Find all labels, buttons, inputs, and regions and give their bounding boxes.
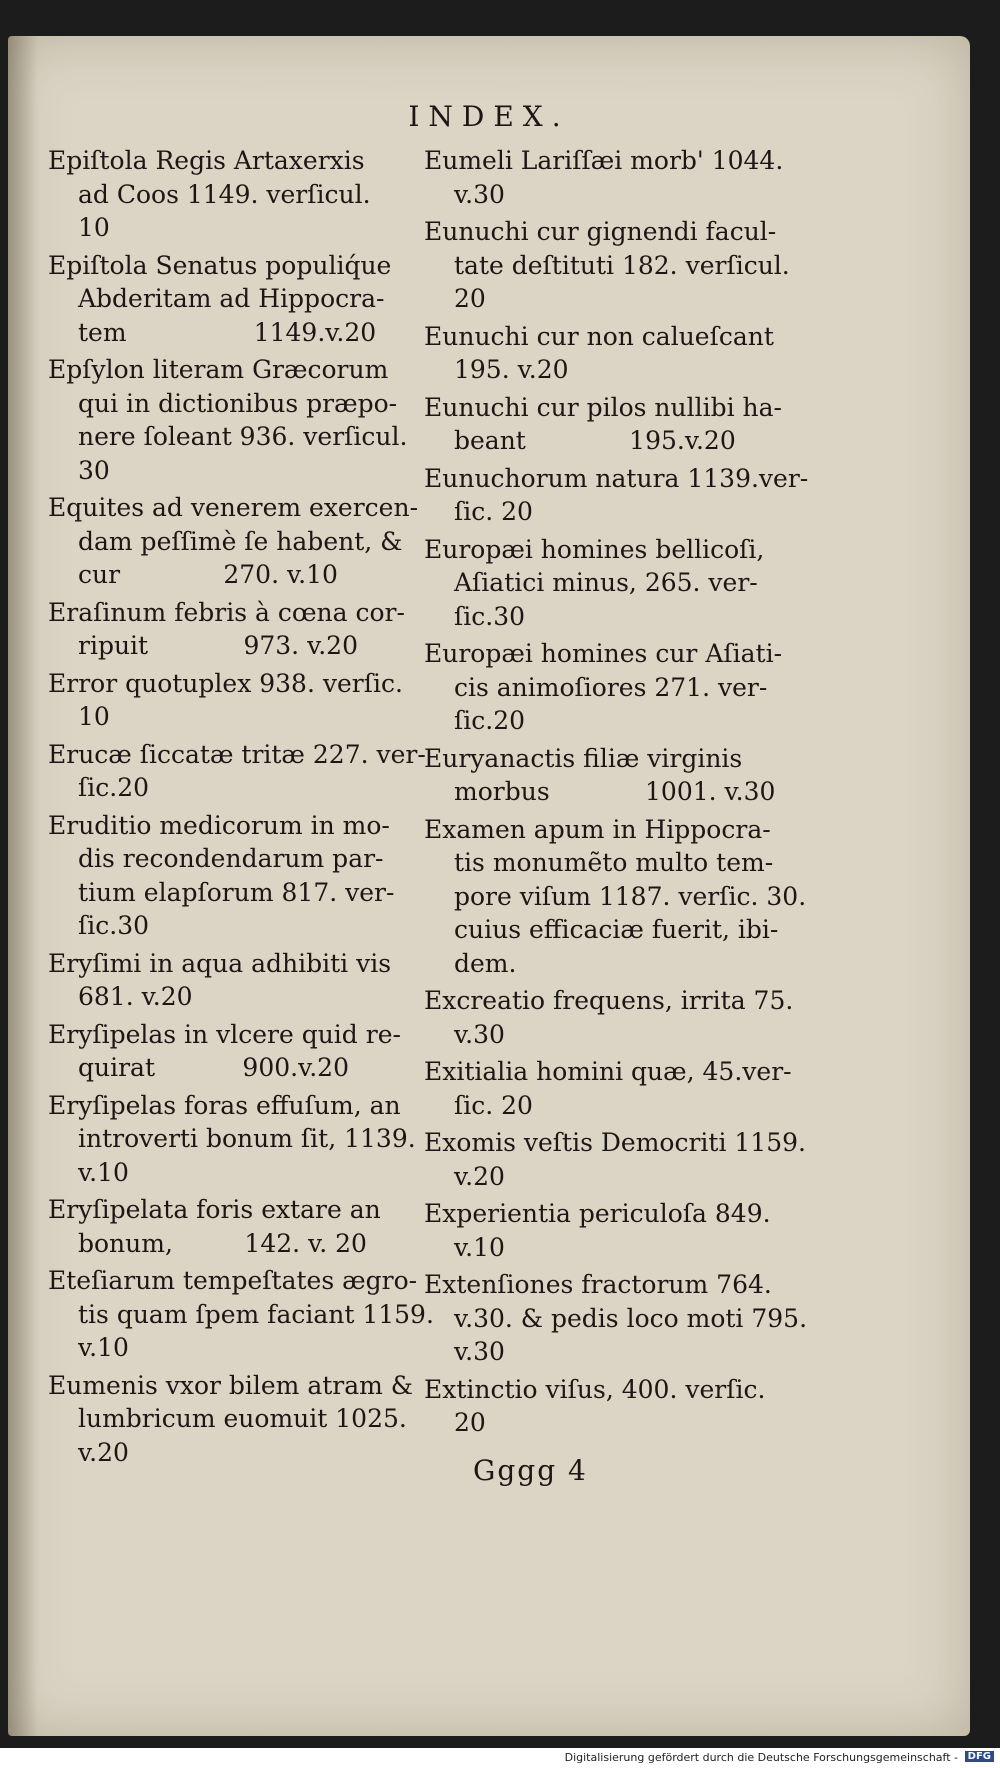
- index-entry-continuation-line: v.10: [454, 1232, 505, 1262]
- index-entry: [48, 491, 419, 592]
- index-entry: [48, 596, 404, 663]
- index-entry-continuation-line: dis recondendarum par-: [78, 844, 384, 873]
- index-entry-continuation-line: introverti bonum ſit, 1139.: [78, 1124, 416, 1153]
- index-entry-headword-line: Eunuchi cur non caluеſcant: [424, 321, 774, 351]
- index-entry-continuation-line: ſic.20: [78, 773, 150, 802]
- index-entry-headword-line: Eunuchi cur gignendi facul-: [424, 217, 777, 246]
- index-entry: [48, 947, 404, 1014]
- index-entry-headword-line: Europæi homines cur Aſiati-: [424, 639, 783, 668]
- index-entry-headword-line: Epſylon literam Græcorum: [48, 355, 389, 384]
- index-entry: [424, 1126, 806, 1193]
- index-entry-headword-line: Eteſiarum tempeſtates ægro-: [48, 1266, 418, 1295]
- index-entry-continuation-line: tis quam ſpem faciant 1159.: [78, 1299, 434, 1329]
- index-entry-continuation-line: 195. v.20: [454, 355, 569, 384]
- index-entry: [424, 1373, 788, 1440]
- index-entry-continuation-line: ſic.30: [78, 911, 150, 940]
- index-entry-headword-line: Extenſiones fractorum 764.: [424, 1270, 772, 1299]
- index-entry: [424, 637, 788, 738]
- digitization-footer: [0, 1748, 1000, 1768]
- index-entry: [48, 1018, 404, 1085]
- index-entry: [48, 1193, 404, 1260]
- index-entry-headword-line: Eryſipelas in vlcere quid re-: [48, 1019, 401, 1049]
- index-entry-continuation-line: dem.: [454, 948, 517, 978]
- index-entry-continuation-line: ſic. 20: [454, 497, 533, 526]
- index-entry-headword-line: Examen apum in Hippocra-: [424, 814, 771, 844]
- index-entry-headword-line: Eunuchorum natura 1139.ver-: [424, 463, 809, 493]
- index-entry-continuation-line: nere ſoleant 936. verſicul.: [78, 422, 408, 451]
- dfg-logo: DFG: [965, 1751, 994, 1762]
- index-entry: [48, 1264, 434, 1365]
- index-entry-headword-line: Excreatio frequens, irrita 75.: [424, 986, 794, 1015]
- footer-credit: Digitalisierung gefördert durch die Deutsche Forschungsgemeinschaft -: [564, 1751, 958, 1764]
- index-entry-headword-line: Europæi homines bellicoſi,: [424, 534, 765, 564]
- index-column-left: [48, 144, 434, 1473]
- index-entry: [424, 742, 788, 809]
- index-entry: [48, 1369, 414, 1470]
- index-entry-continuation-line: Abderitam ad Hippocra-: [78, 284, 385, 313]
- index-entry-continuation-line: v.30: [454, 1019, 505, 1049]
- index-entry-continuation-line: v.10: [78, 1333, 129, 1362]
- index-entry: [424, 391, 788, 458]
- index-entry: [424, 215, 788, 316]
- page-header: INDEX.: [408, 100, 570, 133]
- index-entry-continuation-line: 20: [454, 1408, 486, 1437]
- index-entry-headword-line: Euryanactis filiæ virginis: [424, 743, 743, 773]
- index-column-right: [424, 144, 809, 1444]
- index-entry-continuation-line: 681. v.20: [78, 982, 193, 1011]
- index-entry-continuation-line: tium elapſorum 817. ver-: [78, 877, 395, 907]
- index-entry: [48, 809, 404, 943]
- index-entry-continuation-line: tis monumẽto multo tem-: [454, 848, 774, 877]
- index-entry: [48, 144, 404, 245]
- index-entry: [424, 533, 788, 634]
- index-entry: [424, 813, 807, 981]
- index-entry: [48, 738, 426, 805]
- index-entry-headword-line: Eumenis vxor bilem atram &: [48, 1370, 414, 1400]
- index-entry-continuation-line: v.10: [78, 1157, 129, 1187]
- index-entry: [48, 353, 408, 487]
- index-entry-continuation-line: ſic.20: [454, 706, 526, 735]
- index-entry-headword-line: Epiſtola Regis Artaxerxis: [48, 146, 365, 175]
- index-entry-continuation-line: tate deſtituti 182. verſicul.: [454, 250, 790, 280]
- index-entry-continuation-line: cis animoſiores 271. ver-: [454, 672, 768, 702]
- index-entry-continuation-line: tem 1149.v.20: [78, 317, 377, 347]
- index-entry-continuation-line: Aſiatici minus, 265. ver-: [454, 568, 758, 597]
- index-entry-continuation-line: 10: [78, 213, 110, 242]
- index-entry-headword-line: Exomis veſtis Democriti 1159.: [424, 1128, 806, 1157]
- index-entry-continuation-line: cur 270. v.10: [78, 560, 338, 589]
- index-entry: [424, 984, 794, 1051]
- index-entry-continuation-line: lumbricum euomuit 1025.: [78, 1404, 407, 1433]
- index-entry-continuation-line: v.30. & pedis loco moti 795.: [454, 1303, 808, 1333]
- index-entry-continuation-line: beant 195.v.20: [454, 426, 736, 455]
- index-entry: [48, 667, 404, 734]
- index-entry-continuation-line: 30: [78, 455, 110, 485]
- index-entry-headword-line: Extinctio viſus, 400. verſic.: [424, 1374, 766, 1404]
- index-entry-continuation-line: ripuit 973. v.20: [78, 631, 358, 660]
- index-entry-continuation-line: morbus 1001. v.30: [454, 777, 776, 806]
- index-entry-continuation-line: dam peſſimè ſe habent, &: [78, 526, 403, 556]
- book-page: [8, 36, 970, 1736]
- index-entry-continuation-line: ſic. 20: [454, 1090, 533, 1120]
- index-entry: [424, 1268, 808, 1369]
- index-entry-continuation-line: v.20: [454, 1161, 505, 1191]
- index-entry-continuation-line: ſic.30: [454, 601, 526, 631]
- index-entry-headword-line: Error quotuplex 938. verſic.: [48, 668, 403, 698]
- signature-mark: Gggg 4: [473, 1454, 588, 1487]
- index-entry: [48, 1089, 416, 1190]
- index-entry-headword-line: Epiſtola Senatus populiq́ue: [48, 250, 392, 280]
- index-entry-continuation-line: v.30: [454, 179, 505, 209]
- index-entry-headword-line: Eryſipelas foras effuſum, an: [48, 1090, 401, 1120]
- index-entry-continuation-line: ad Coos 1149. verſicul.: [78, 179, 371, 209]
- index-entry-continuation-line: bonum, 142. v. 20: [78, 1228, 367, 1258]
- index-entry: [424, 320, 788, 387]
- page-gutter-shadow: [8, 36, 38, 1736]
- index-entry-continuation-line: cuius efficaciæ fuerit, ibi-: [454, 915, 779, 944]
- index-entry-headword-line: Eryſimi in aqua adhibiti vis: [48, 948, 392, 978]
- index-entry: [424, 462, 809, 529]
- index-entry-continuation-line: v.30: [454, 1337, 505, 1366]
- index-entry-continuation-line: v.20: [78, 1437, 129, 1467]
- index-entry-headword-line: Exitialia homini quæ, 45.ver-: [424, 1057, 792, 1086]
- index-entry-headword-line: Eunuchi cur pilos nullibi ha-: [424, 392, 783, 422]
- index-entry: [48, 249, 404, 350]
- index-entry-continuation-line: pore viſum 1187. verſic. 30.: [454, 881, 807, 911]
- index-entry-continuation-line: 10: [78, 702, 110, 731]
- index-entry-headword-line: Erucæ ſiccatæ tritæ 227. ver-: [48, 739, 426, 769]
- index-entry: [424, 1197, 788, 1264]
- index-entry-headword-line: Equites ad venerem exercen-: [48, 493, 419, 522]
- index-entry-headword-line: Eraſinum febris à cœna cor-: [48, 597, 405, 627]
- index-entry-continuation-line: quirat 900.v.20: [78, 1053, 349, 1082]
- index-entry-headword-line: Experientia periculoſa 849.: [424, 1199, 771, 1228]
- index-entry-headword-line: Eruditio medicorum in mo-: [48, 810, 390, 840]
- index-entry-continuation-line: qui in dictionibus præpo-: [78, 388, 398, 418]
- index-entry: [424, 1055, 792, 1122]
- index-entry-headword-line: Eumeli Lariſſæi morb' 1044.: [424, 146, 784, 175]
- index-entry-continuation-line: 20: [454, 284, 486, 313]
- index-entry-headword-line: Eryſipelata foris extare an: [48, 1195, 381, 1224]
- index-entry: [424, 144, 788, 211]
